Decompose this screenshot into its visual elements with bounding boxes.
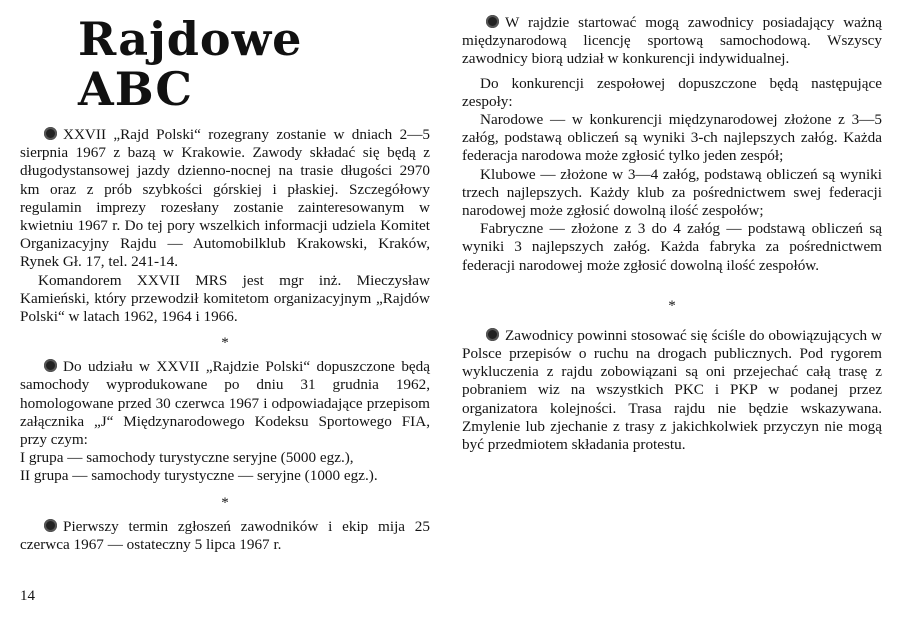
section-separator: * — [221, 335, 229, 352]
paragraph-national-teams — [462, 111, 882, 166]
bullet-icon — [486, 15, 499, 28]
page-number: 14 — [20, 588, 35, 604]
paragraph-team-competition — [462, 75, 882, 111]
paragraph-text: Zawodnicy powinni stosować się ściśle do obowiązujących w Polsce przepisów o ruchu na drogach publicznych. Pod rygorem wykluczenia z rajdu zobowiązani są oni przejechać całą trasę z pobraniem wiz na wszystkich PKC i PKP w podanej przez organizatora kolejności. Trasa rajdu nie będzie wskazywana. Zmylenie lub zjechanie z trasy z jakichkolwiek przyczyn nie mogą być przedmiotem składania protestu. — [462, 326, 882, 454]
section-separator: * — [668, 297, 676, 314]
bullet-icon — [44, 127, 57, 140]
left-column — [20, 0, 430, 554]
paragraph-text: XXVII „Rajd Polski“ rozegrany zostanie w dniach 2—5 sierpnia 1967 z bazą w Krakowie. Zawody składać się będą z długodystansowej jazdy dzienno-nocnej na trasie długości 2970 km oraz z prób szybkości górskiej i płaskiej. Szczegółowy regulamin imprezy rozesłany zostanie zainteresowanym w kwietniu 1967 r. Do tej pory wszelkich informacji udziela Komitet Organizacyjny Rajdu — Automobilklub Krakowski, Kraków, Rynek Gł. 17, tel. 241-14. — [20, 126, 430, 271]
paragraph-text: Narodowe — w konkurencji międzynarodowej złożone z 3—5 załóg, podstawą obliczeń są wyniki 3-ch najlepszych załóg. Każda federacja narodowa może zgłosić tylko jeden zespół; — [462, 111, 882, 165]
bullet-icon — [44, 519, 57, 532]
bullet-icon — [486, 328, 499, 341]
bullet-icon — [44, 359, 57, 372]
paragraph-deadlines — [20, 518, 430, 554]
paragraph-rally-info — [20, 126, 430, 272]
group-line-1: I grupa — samochody turystyczne seryjne (5000 egz.), — [20, 449, 354, 467]
paragraph-text: Do udziału w XXVII „Rajdzie Polski“ dopuszczone będą samochody wyprodukowane po dniu 31 grudnia 1962, homologowane przed 30 czerwca 1967 i odpowiadające przepisom załącznika „J“ Międzynarodowego Kodeksu Sportowego FIA, przy czym: — [20, 358, 430, 449]
paragraph-text: Komandorem XXVII MRS jest mgr inż. Mieczysław Kamieński, który przewodził komitetom organizacyjnym „Rajdów Polski“ w latach 1962, 1964 i 1966. — [20, 271, 430, 326]
paragraph-club-teams — [462, 166, 882, 221]
right-column — [462, 0, 882, 454]
page-title: Rajdowe ABC — [78, 12, 303, 116]
paragraph-commander — [20, 272, 430, 327]
paragraph-text: Pierwszy termin zgłoszeń zawodników i ekip mija 25 czerwca 1967 — ostateczny 5 lipca 1967 r. — [20, 517, 430, 553]
paragraph-traffic-rules — [462, 327, 882, 454]
group-line-2: II grupa — samochody turystyczne — seryjne (1000 egz.). — [20, 467, 378, 485]
paragraph-eligibility — [20, 358, 430, 449]
paragraph-factory-teams — [462, 220, 882, 275]
paragraph-license — [462, 14, 882, 69]
paragraph-text: W rajdzie startować mogą zawodnicy posiadający ważną międzynarodową licencję sportową samochodową. Wszyscy zawodnicy biorą udział w konkurencji indywidualnej. — [462, 14, 882, 68]
paragraph-text: Do konkurencji zespołowej dopuszczone będą następujące zespoły: — [462, 74, 882, 110]
paragraph-text: Fabryczne — złożone z 3 do 4 załóg — podstawą obliczeń są wyniki 3 najlepszych załóg. Każda fabryka za pośrednictwem federacji narodowej może zgłosić dowolną ilość zespołów. — [462, 220, 882, 274]
paragraph-text: Klubowe — złożone w 3—4 załóg, podstawą obliczeń są wyniki trzech najlepszych. Każdy klub za pośrednictwem swej federacji narodowej może zgłosić dowolną ilość zespołów; — [462, 165, 882, 220]
section-separator: * — [221, 494, 229, 511]
